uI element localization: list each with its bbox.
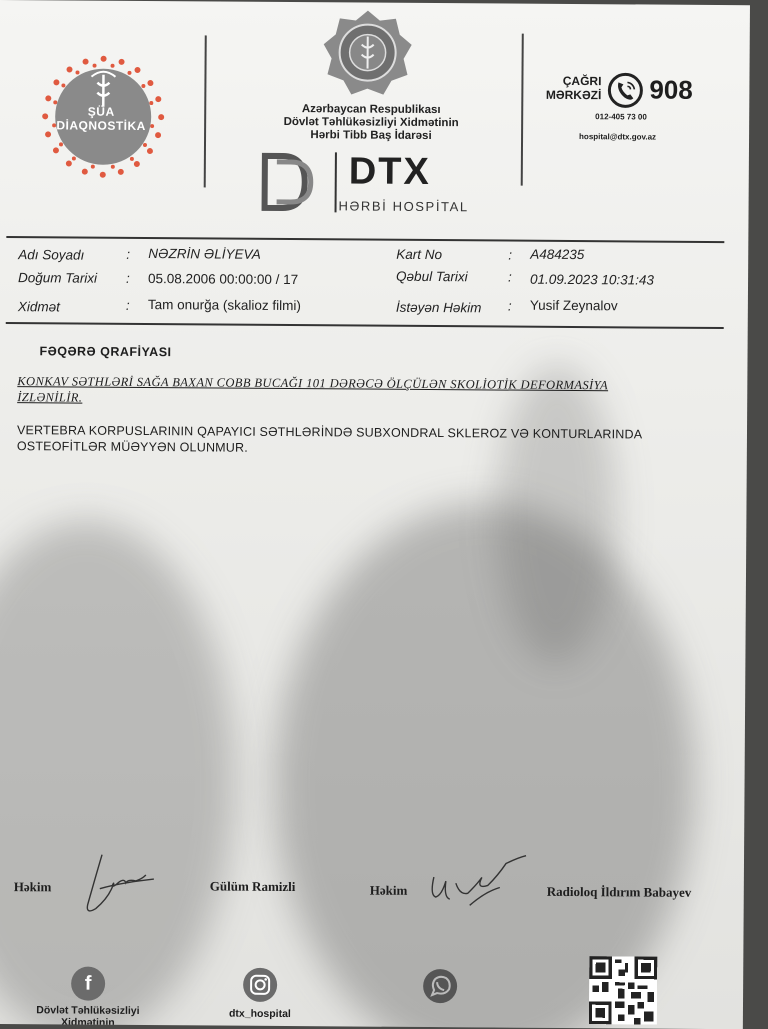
dtx-monogram-logo xyxy=(261,152,321,212)
doctor2-name: Radioloq İldırım Babayev xyxy=(546,883,692,900)
email-address: hospital@dtx.gov.az xyxy=(579,132,657,142)
separator: : xyxy=(507,298,512,314)
separator: : xyxy=(126,270,130,286)
brand-divider xyxy=(335,152,337,212)
instagram-label: dtx_hospital xyxy=(228,1007,291,1021)
requesting-doctor-label: İstəyən Həkim xyxy=(395,299,482,316)
patient-dob: 05.08.2006 00:00:00 / 17 xyxy=(148,271,299,288)
sua-logo-text: ŞÜA DİAQNOSTİKA xyxy=(56,104,146,134)
header-divider xyxy=(521,34,524,186)
phone-icon xyxy=(605,70,645,110)
report-title: FƏQƏRƏ QRAFİYASI xyxy=(39,344,172,360)
doctor1-label: Həkim xyxy=(13,879,52,895)
service-value: Tam onurğa (skalioz filmi) xyxy=(147,297,301,314)
finding-1: KONKAV SƏTHLƏRİ SAĞA BAXAN COBB BUCAĞI 101 DƏRƏCƏ ÖLÇÜLƏN SKOLİOTİK DEFORMASİYA İZLƏNİLİR. xyxy=(17,374,609,405)
separator: : xyxy=(125,297,130,313)
phone-number: 012-405 73 00 xyxy=(595,112,647,122)
requesting-doctor: Yusif Zeynalov xyxy=(529,297,618,314)
info-bottom-rule xyxy=(6,322,724,329)
instagram-icon[interactable] xyxy=(241,966,279,1004)
info-top-rule xyxy=(6,236,724,243)
facebook-label: Dövlət Təhlükəsizliyi Xidmətinin xyxy=(36,1004,140,1029)
doctor1-name: Gülüm Ramizli xyxy=(209,878,296,895)
state-emblem xyxy=(321,8,414,101)
separator: : xyxy=(508,247,513,263)
brand-subtitle: HƏRBİ HOSPİTAL xyxy=(338,198,469,215)
photo-shadow xyxy=(273,502,697,1029)
doctor2-signature xyxy=(426,853,530,914)
organization-name: Azərbaycan Respublikası Dövlət Təhlükəsizliyi Xidmətinin Hərbi Tibb Baş İdarəsi xyxy=(283,103,459,143)
separator: : xyxy=(508,269,512,285)
qr-code[interactable] xyxy=(589,956,657,1024)
finding-2: VERTEBRA KORPUSLARININ QAPAYICI SƏTHLƏRİNDƏ SUBXONDRAL SKLEROZ VƏ KONTURLARINDA OSTEOFİTLƏR MÜƏYYƏN OLUNMUR. xyxy=(16,423,642,455)
whatsapp-icon[interactable] xyxy=(421,967,459,1005)
doctor1-signature xyxy=(80,853,160,918)
patient-name: NƏZRİN ƏLİYEVA xyxy=(148,246,261,262)
admission-date: 01.09.2023 10:31:43 xyxy=(530,271,654,288)
separator: : xyxy=(126,246,131,262)
admission-label: Qəbul Tarixi xyxy=(396,268,468,285)
facebook-icon[interactable]: f xyxy=(71,967,105,1001)
card-label: Kart No xyxy=(396,246,443,263)
service-label: Xidmət xyxy=(17,299,60,315)
card-number: A484235 xyxy=(530,246,585,263)
header-divider xyxy=(204,35,207,187)
name-label: Adı Soyadı xyxy=(18,247,85,263)
call-center-label: ÇAĞRI MƏRKƏZİ xyxy=(545,73,602,103)
brand-name: DTX xyxy=(348,150,431,194)
call-center-number: 908 xyxy=(649,74,693,105)
dob-label: Doğum Tarixi xyxy=(18,270,98,286)
doctor2-label: Həkim xyxy=(369,882,408,898)
photo-shadow xyxy=(0,520,236,1029)
